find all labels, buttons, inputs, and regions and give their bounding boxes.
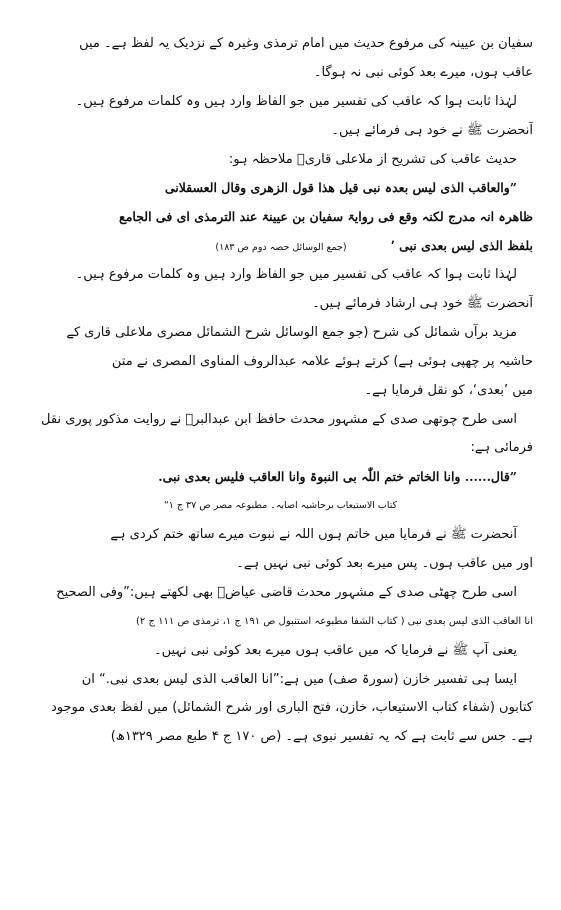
text-line-18: آنحضرت ﷺ نے فرمایا میں خاتم ہوں اللہ نے نبوت میرے ساتھ ختم کردی ہے [110,527,517,543]
text-line-23: ایسا ہی تفسیر خازن (سورۃ صف) میں ہے:”انا العاقب الذی لیس بعدی نبی.“ ان [81,671,517,687]
arabic-quote-line-1: ”والعاقب الذی لیس بعدہ نبی قیل ھذا قول الزھری وقال العسقلانی [164,180,517,196]
citation-istiab: کتاب الاستیعاب برحاشیہ اصابہ۔ مطبوعہ مصر ص ۳۷ ج ۱“ [163,500,398,512]
text-line-15: فرمائی ہے: [470,440,533,456]
text-line-24: کتابوں (شفاء کتاب الاستیعاب، خازن، فتح الباری اور شرح الشمائل) میں لفظ بعدی موجود [50,700,533,716]
arabic-quote-shifa: انا العاقب الذی لیس بعدی نبی ( کتاب الشفا مطبوعہ استنبول ص ۱۹۱ ج ۱، ترمذی ص ۱۱۱ ج ۲) [135,615,533,627]
text-line-12: حاشیہ پر چھپی ہوئی ہے) کرتے ہوئے علامہ عبدالروف المناوی المصری نے متن [111,353,533,369]
arabic-quote-istiab: ”قال...... وانا الخاتم ختم اللّٰہ بی النبوۃ وانا العاقب فلیس بعدی نبی. [158,469,517,485]
text-line-4: آنحضرت ﷺ نے خود ہی فرمائے ہیں۔ [331,122,533,138]
text-line-10: آنحضرت ﷺ خود ہی ارشاد فرمائے ہیں۔ [312,296,533,312]
text-line-22: یعنی آپ ﷺ نے فرمایا کہ میں عاقب ہوں میرے بعد کوئی نبی نہیں۔ [153,642,517,658]
text-line-25: ہے۔ جس سے ثابت ہے کہ یہ تفسیر نبوی ہے۔ (ص ۱۷۰ ج ۴ طبع مصر ۱۳۲۹ھ) [110,729,533,745]
text-line-3: لہٰذا ثابت ہوا کہ عاقب کی تفسیر میں جو الفاظ وارد ہیں وہ کلمات مرفوع ہیں۔ [75,93,517,109]
text-line-1: سفیان بن عیینہ کی مرفوع حدیث میں امام ترمذی وغیرہ کے نزدیک یہ لفظ ہے۔ میں [79,36,533,51]
text-line-19: اور میں عاقب ہوں۔ پس میرے بعد کوئی نبی نہیں ہے۔ [236,556,533,572]
text-line-11: مزید برآں شمائل کی شرح (جو جمع الوسائل شرح الشمائل مصری ملاعلی قاری کے [66,324,517,340]
text-line-5: حدیث عاقب کی تشریح از ملاعلی قاریؒ ملاحظہ ہو: [228,151,517,167]
text-line-13: میں ’بعدی‘، کو نقل فرمایا ہے۔ [364,382,533,398]
text-line-14: اسی طرح چوتھی صدی کے مشہور محدث حافظ ابن عبدالبرؒ نے روایت مذکور پوری نقل [41,411,517,427]
text-line-20: اسی طرح چھٹی صدی کے مشہور محدث قاضی عیاضؒ بھی لکھتے ہیں:”وفی الصحیح [56,584,517,600]
text-line-9: لہٰذا ثابت ہوا کہ عاقب کی تفسیر میں جو الفاظ وارد ہیں وہ کلمات مرفوع ہیں۔ [75,267,517,283]
arabic-quote-end: بلفظ الذی لیس بعدی نبی ٬ [390,238,533,254]
text-line-2: عاقب ہوں، میرے بعد کوئی نبی نہ ہوگا۔ [313,64,533,80]
arabic-quote-line-2: ظاھرہ انہ مدرج لکنہ وقع فی روایۃ سفیان بن عیینۃ عند الترمذی ای فی الجامع [119,209,533,225]
citation-jama-ul-wasail: (جمع الوسائل حصہ دوم ص ۱۸۳) [215,242,347,254]
arabic-quote-line-3 [28,232,533,261]
